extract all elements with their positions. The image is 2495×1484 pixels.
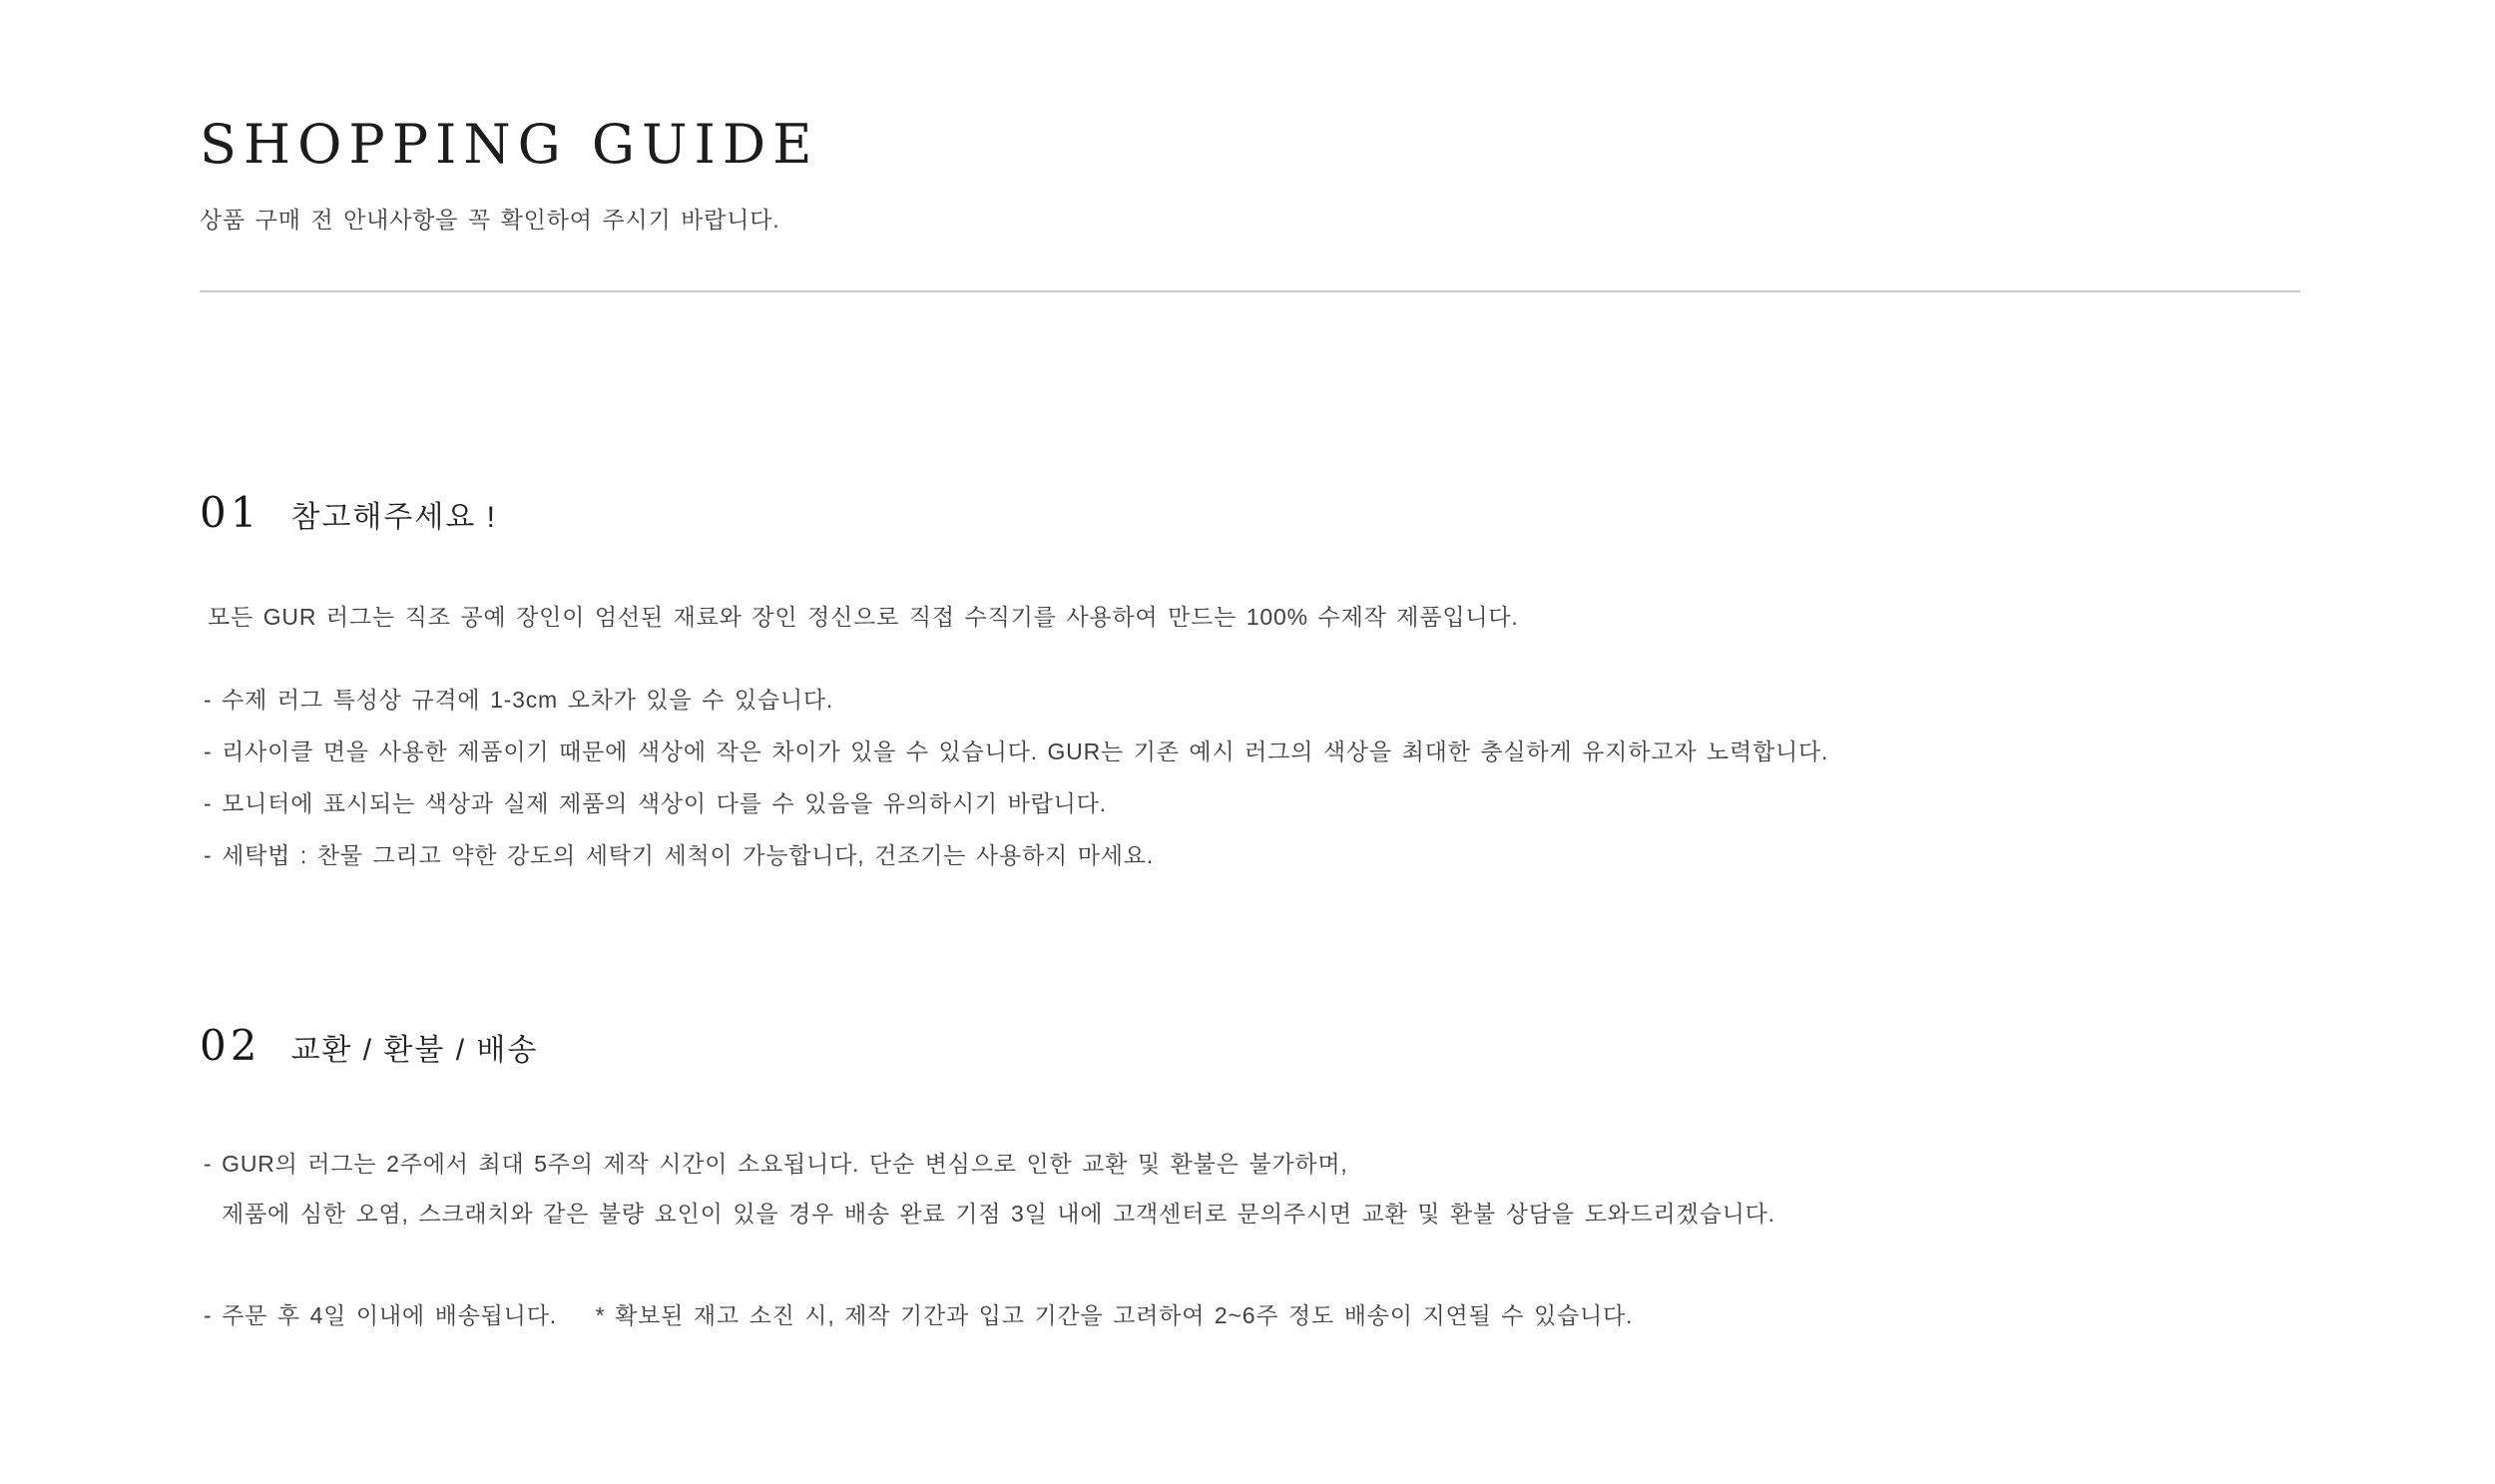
section-number: 01 (200, 488, 261, 537)
shipping-info-paragraph (200, 1290, 2295, 1340)
section-heading: 교환 / 환불 / 배송 (290, 1034, 539, 1068)
notice-bullet-item: - 수제 러그 특성상 규격에 1-3cm 오차가 있을 수 있습니다. (204, 687, 834, 714)
notice-bullet-list (200, 674, 2295, 881)
page-title: SHOPPING GUIDE (200, 113, 819, 176)
shipping-info-line: - 주문 후 4일 이내에 배송됩니다. * 확보된 재고 소진 시, 제작 기간과 입고 기간을 고려하여 2~6주 정도 배송이 지연될 수 있습니다. (204, 1302, 1634, 1329)
section-exchange-header (200, 1023, 2295, 1069)
section-number: 02 (200, 1021, 261, 1071)
page-subtitle: 상품 구매 전 안내사항을 꼭 확인하여 주시기 바랍니다. (200, 207, 780, 233)
exchange-policy-line: 제품에 심한 오염, 스크래치와 같은 불량 요인이 있을 경우 배송 완료 기점 3일 내에 고객센터로 문의주시면 교환 및 환불 상담을 도와드리겠습니다. (222, 1201, 1775, 1228)
exchange-policy-line: - GUR의 러그는 2주에서 최대 5주의 제작 시간이 소요됩니다. 단순 변심으로 인한 교환 및 환불은 불가하며, (204, 1151, 1348, 1178)
exchange-policy-paragraph (200, 1139, 2295, 1238)
section-notice-header (200, 490, 2295, 536)
divider (200, 290, 2300, 292)
section-exchange-refund-shipping (200, 1023, 2295, 1340)
section-heading: 참고해주세요 ! (290, 501, 498, 534)
notice-bullet-item: - 세탁법 : 찬물 그리고 약한 강도의 세탁기 세척이 가능합니다, 건조기는 사용하지 마세요. (204, 842, 1154, 869)
section-notice-intro: 모든 GUR 러그는 직조 공예 장인이 엄선된 재료와 장인 정신으로 직접 수직기를 사용하여 만드는 100% 수제작 제품입니다. (208, 604, 1519, 631)
notice-bullet-item: - 모니터에 표시되는 색상과 실제 제품의 색상이 다를 수 있음을 유의하시기 바랍니다. (204, 790, 1107, 817)
section-notice (200, 490, 2295, 881)
notice-bullet-item: - 리사이클 면을 사용한 제품이기 때문에 색상에 작은 차이가 있을 수 있습니다. GUR는 기존 예시 러그의 색상을 최대한 충실하게 유지하고자 노력합니다. (204, 739, 1829, 765)
